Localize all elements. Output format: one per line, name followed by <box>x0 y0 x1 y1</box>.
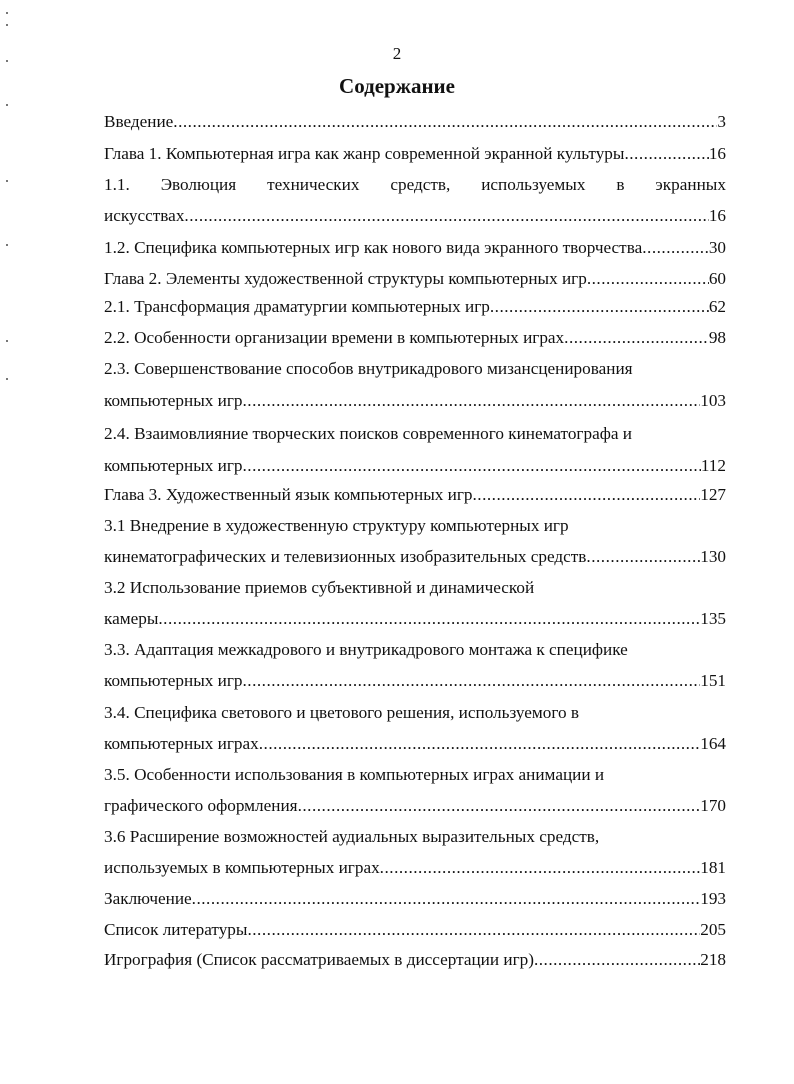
toc-entry-label: компьютерных игр <box>104 671 243 690</box>
toc-entry-page: 60 <box>708 269 726 288</box>
toc-entry-label: 1.2. Специфика компьютерных игр как нового вида экранного творчества <box>104 238 643 257</box>
toc-entry-2-1 <box>104 293 726 321</box>
toc-entry-2-4-line-1: 2.4. Взаимовлияние творческих поисков современного кинематографа и <box>104 424 632 443</box>
scan-mark <box>6 24 8 26</box>
toc-entry-2-4-line-2 <box>104 452 726 480</box>
scan-mark <box>6 378 8 380</box>
page-number: 2 <box>392 44 402 63</box>
scan-mark <box>6 244 8 246</box>
toc-entry-1-1-line-1 <box>104 171 726 199</box>
leader-dots <box>247 916 700 944</box>
leader-dots <box>564 324 709 352</box>
leader-dots <box>380 854 701 882</box>
toc-word: экранных <box>655 175 726 194</box>
toc-entry-page: 205 <box>700 920 726 939</box>
leader-dots <box>242 452 700 480</box>
toc-entry-conclusion <box>104 885 726 913</box>
toc-entry-label: Игрография (Список рассматриваемых в диссертации игр) <box>104 950 534 969</box>
toc-entry-3-3-line-1: 3.3. Адаптация межкадрового и внутрикадрового монтажа к специфике <box>104 640 628 659</box>
toc-entry-page: 16 <box>708 206 726 225</box>
toc-entry-2-2 <box>104 324 726 352</box>
toc-word: в <box>616 175 625 194</box>
scan-mark <box>6 12 8 14</box>
toc-entry-label: 2.1. Трансформация драматургии компьютерных игр <box>104 297 490 316</box>
toc-entry-label: Глава 3. Художественный язык компьютерных игр <box>104 485 473 504</box>
toc-entry-2-3-line-1: 2.3. Совершенствование способов внутрикадрового мизансценирования <box>104 359 633 378</box>
toc-entry-1-2 <box>104 234 726 262</box>
toc-entry-label: искусствах <box>104 206 185 225</box>
toc-entry-page: 3 <box>717 112 726 131</box>
toc-entry-label: Список литературы <box>104 920 248 939</box>
toc-entry-3-3-line-2 <box>104 667 726 695</box>
toc-entry-page: 130 <box>700 547 726 566</box>
leader-dots <box>242 667 700 695</box>
toc-entry-3-1-line-1: 3.1 Внедрение в художественную структуру компьютерных игр <box>104 516 569 535</box>
leader-dots <box>586 543 700 571</box>
toc-entry-page: 135 <box>700 609 726 628</box>
toc-entry-3-6-line-2 <box>104 854 726 882</box>
toc-entry-label: графического оформления <box>104 796 298 815</box>
leader-dots <box>158 605 700 633</box>
toc-entry-page: 98 <box>708 328 726 347</box>
toc-entry-page: 193 <box>700 889 726 908</box>
toc-entry-label: компьютерных играх <box>104 734 259 753</box>
leader-dots <box>173 108 717 136</box>
page-title: Содержание <box>339 74 455 98</box>
scan-mark <box>6 104 8 106</box>
toc-entry-label: Глава 2. Элементы художественной структуры компьютерных игр <box>104 269 587 288</box>
toc-entry-bibliography <box>104 916 726 944</box>
toc-entry-3-2-line-2 <box>104 605 726 633</box>
leader-dots <box>534 946 700 974</box>
toc-entry-page: 151 <box>700 671 726 690</box>
toc-entry-label: компьютерных игр <box>104 391 243 410</box>
leader-dots <box>642 234 709 262</box>
toc-entry-label: камеры <box>104 609 159 628</box>
toc-entry-chapter-1 <box>104 140 726 168</box>
scan-mark <box>6 180 8 182</box>
toc-entry-page: 218 <box>700 950 726 969</box>
toc-entry-label: компьютерных игр <box>104 456 243 475</box>
toc-entry-label: Введение <box>104 112 174 131</box>
leader-dots <box>242 387 700 415</box>
leader-dots <box>184 202 708 230</box>
toc-word: Эволюция <box>160 175 237 194</box>
toc-entry-label: кинематографических и телевизионных изобразительных средств <box>104 547 587 566</box>
toc-word: 1.1. <box>104 175 130 194</box>
toc-entry-3-4-line-1: 3.4. Специфика светового и цветового решения, используемого в <box>104 703 579 722</box>
toc-entry-3-6-line-1: 3.6 Расширение возможностей аудиальных выразительных средств, <box>104 827 600 846</box>
toc-entry-chapter-2 <box>104 265 726 293</box>
toc-entry-page: 181 <box>700 858 726 877</box>
toc-word: технических <box>267 175 360 194</box>
toc-entry-label: Заключение <box>104 889 192 908</box>
toc-entry-page: 164 <box>700 734 726 753</box>
toc-entry-chapter-3 <box>104 481 726 509</box>
toc-entry-3-4-line-2 <box>104 730 726 758</box>
toc-entry-label: Глава 1. Компьютерная игра как жанр современной экранной культуры <box>104 144 625 163</box>
toc-entry-3-1-line-2 <box>104 543 726 571</box>
toc-entry-3-5-line-1: 3.5. Особенности использования в компьютерных играх анимации и <box>104 765 605 784</box>
toc-entry-page: 103 <box>700 391 726 410</box>
leader-dots <box>298 792 701 820</box>
toc-entry-page: 62 <box>708 297 726 316</box>
toc-entry-page: 127 <box>700 485 726 504</box>
leader-dots <box>490 293 709 321</box>
scan-mark <box>6 340 8 342</box>
toc-word: используемых <box>481 175 586 194</box>
toc-entry-gameography <box>104 946 726 974</box>
leader-dots <box>624 140 708 168</box>
toc-entry-page: 112 <box>700 456 726 475</box>
toc-entry-page: 30 <box>708 238 726 257</box>
leader-dots <box>259 730 701 758</box>
leader-dots <box>587 265 709 293</box>
toc-entry-1-1-line-2 <box>104 202 726 230</box>
toc-entry-2-3-line-2 <box>104 387 726 415</box>
leader-dots <box>472 481 700 509</box>
toc-entry-page: 170 <box>700 796 726 815</box>
leader-dots <box>192 885 701 913</box>
toc-entry-3-2-line-1: 3.2 Использование приемов субъективной и динамической <box>104 578 535 597</box>
toc-entry-label: 2.2. Особенности организации времени в компьютерных играх <box>104 328 565 347</box>
toc-word: средств, <box>390 175 451 194</box>
toc-entry-label: используемых в компьютерных играх <box>104 858 380 877</box>
toc-entry-3-5-line-2 <box>104 792 726 820</box>
toc-entry-page: 16 <box>708 144 726 163</box>
toc-entry-introduction <box>104 108 726 136</box>
